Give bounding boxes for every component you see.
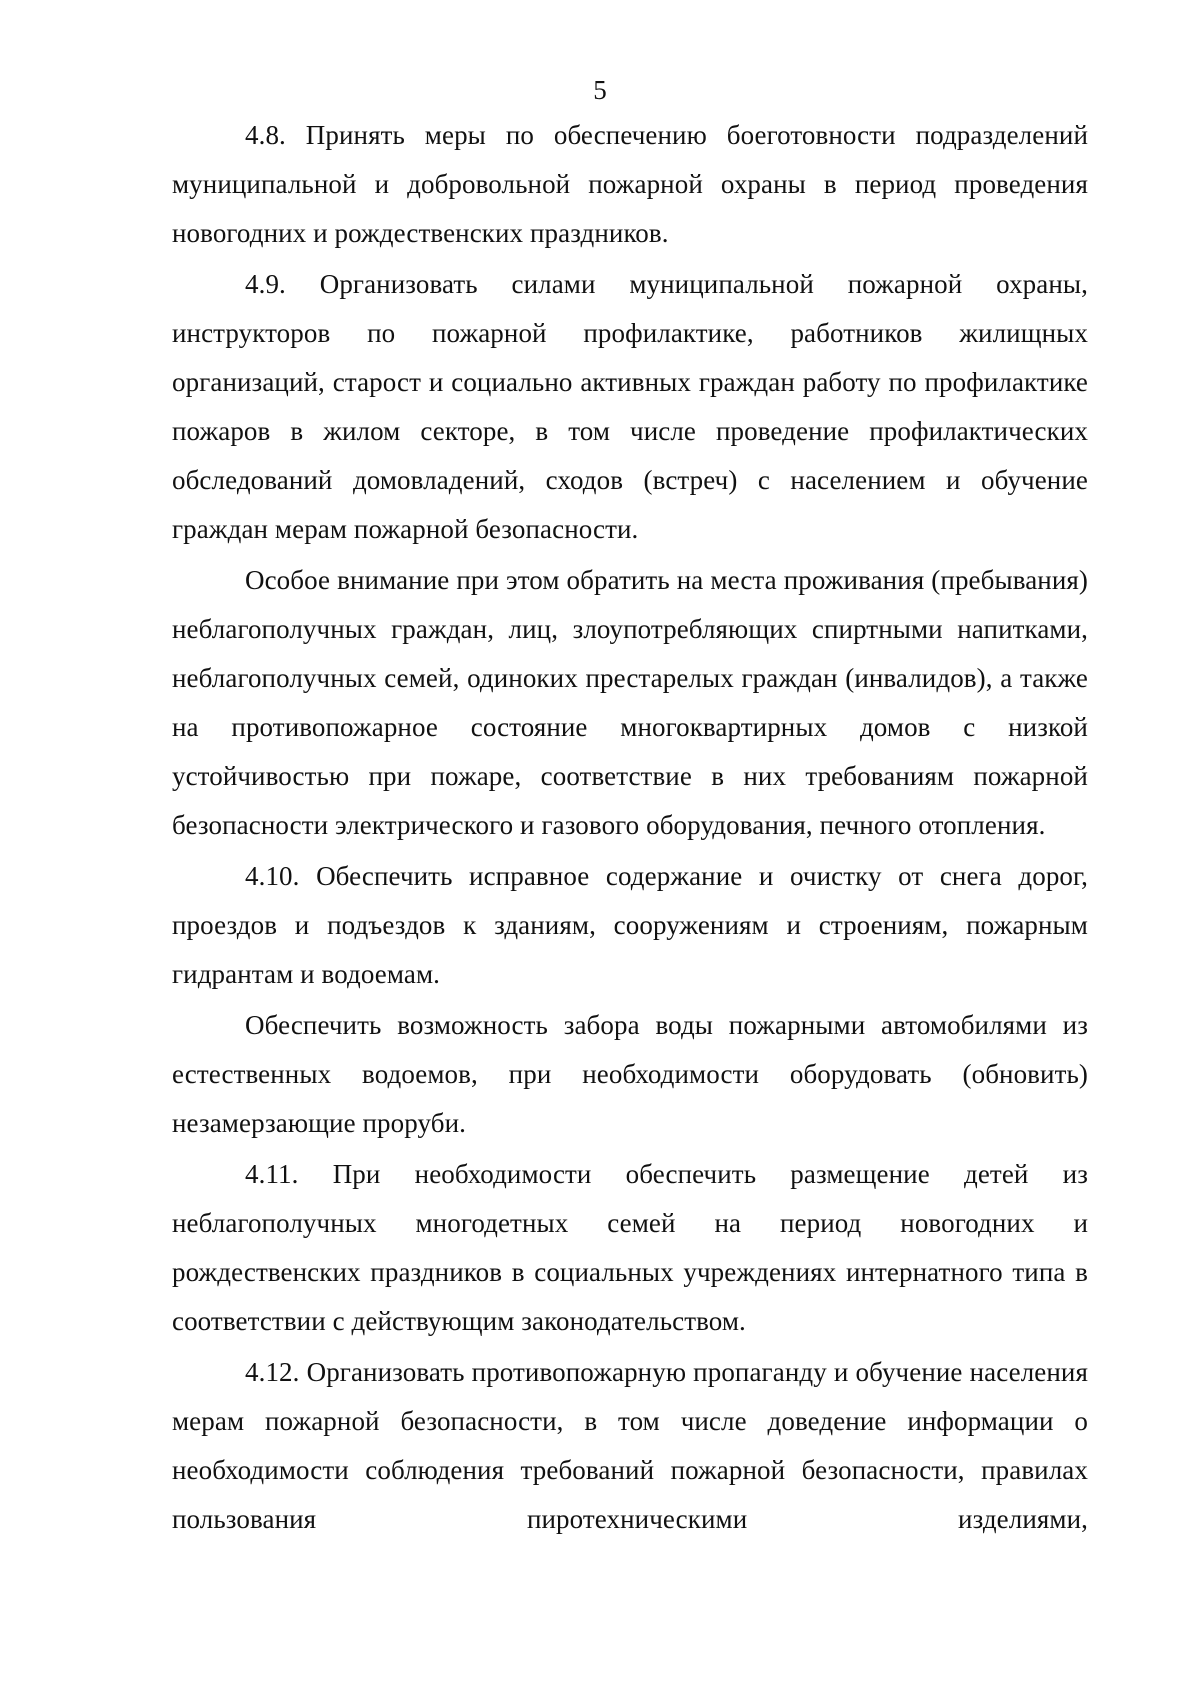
paragraph-4-10: 4.10. Обеспечить исправное содержание и очистку от снега дорог, проездов и подъездов к зданиям, сооружениям и строениям, пожарным гидрантам и водоемам. bbox=[172, 861, 1088, 989]
paragraph-special-attention: Особое внимание при этом обратить на места проживания (пребывания) неблагополучных граждан, лиц, злоупотребляющих спиртными напитками, неблагополучных семей, одиноких престарелых граждан (инвалидов), а также на противопожарное состояние многоквартирных домов с низкой устойчивостью при пожаре, соответствие в них требованиям пожарной безопасности электрического и газового оборудования, печного отопления. bbox=[172, 565, 1088, 840]
paragraph-4-9: 4.9. Организовать силами муниципальной пожарной охраны, инструкторов по пожарной профилактике, работников жилищных организаций, старост и социально активных граждан работу по профилактике пожаров в жилом секторе, в том числе проведение профилактических обследований домовладений, сходов (встреч) с населением и обучение граждан мерам пожарной безопасности. bbox=[172, 269, 1088, 544]
paragraph-water-intake: Обеспечить возможность забора воды пожарными автомобилями из естественных водоемов, при необходимости оборудовать (обновить) незамерзающие проруби. bbox=[172, 1010, 1088, 1138]
page-number: 5 bbox=[593, 75, 607, 105]
paragraph-4-12: 4.12. Организовать противопожарную пропаганду и обучение населения мерам пожарной безопасности, в том числе доведение информации о необходимости соблюдения требований пожарной безопасности, правилах пользования пиротехническими изделиями, bbox=[172, 1357, 1088, 1534]
paragraph-4-11: 4.11. При необходимости обеспечить размещение детей из неблагополучных многодетных семей на период новогодних и рождественских праздников в социальных учреждениях интернатного типа в соответствии с действующим законодательством. bbox=[172, 1159, 1088, 1336]
document-body bbox=[172, 111, 1088, 1546]
paragraph-4-8: 4.8. Принять меры по обеспечению боеготовности подразделений муниципальной и добровольной пожарной охраны в период проведения новогодних и рождественских праздников. bbox=[172, 120, 1088, 248]
